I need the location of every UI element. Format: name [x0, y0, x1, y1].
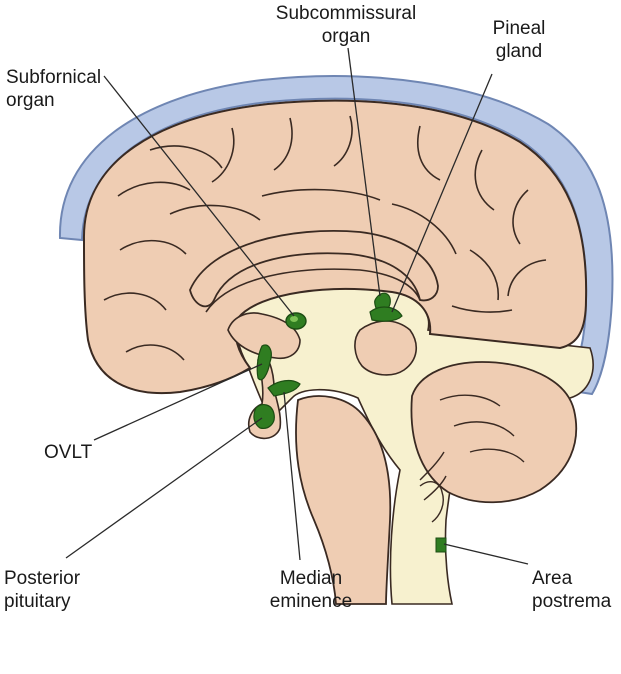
area-postrema-mark: [436, 538, 446, 552]
label-subfornical-organ: Subfornical organ: [6, 67, 102, 111]
label-area-postrema: Area postrema: [532, 568, 612, 612]
label-median-eminence: Median eminence: [269, 568, 353, 612]
leader-area-postrema: [444, 544, 528, 564]
label-ovlt: OVLT: [44, 442, 93, 463]
label-posterior-pituitary: Posterior pituitary: [4, 568, 81, 612]
label-pineal-gland: Pineal gland: [492, 18, 546, 62]
tectum: [355, 321, 416, 375]
posterior-pituitary-mark: [254, 405, 274, 429]
cerebellum: [411, 362, 576, 502]
label-subcommissural-organ: Subcommissural organ: [275, 3, 417, 47]
